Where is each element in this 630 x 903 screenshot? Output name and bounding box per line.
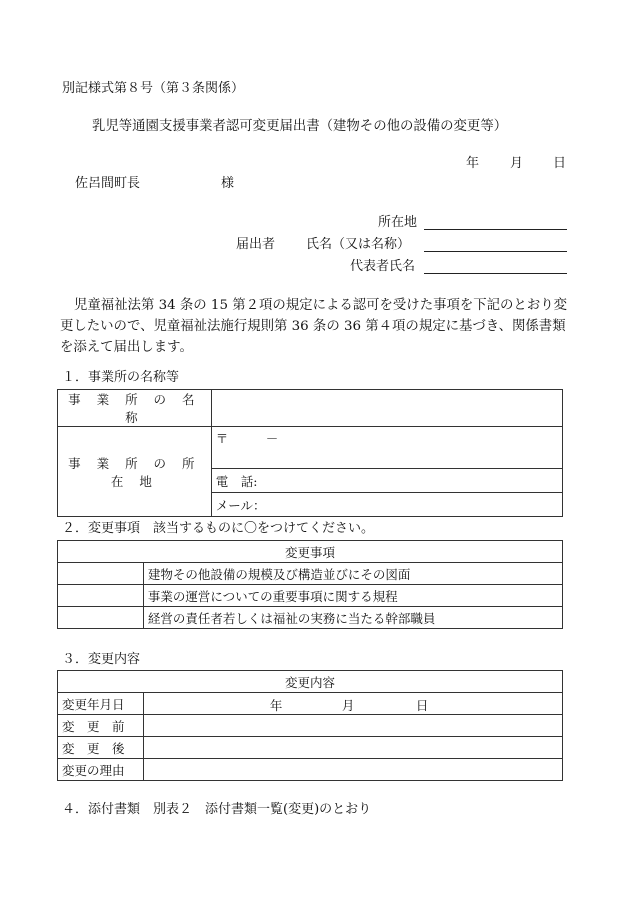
section2-heading: ２．変更事項 該当するものに〇をつけてください。 xyxy=(62,521,375,536)
facility-name-label: 事 業 所 の 名 称 xyxy=(58,390,212,427)
date-day: 日 xyxy=(553,156,567,171)
representative-label: 代表者氏名 xyxy=(350,259,416,274)
change-item-mark-cell[interactable] xyxy=(58,585,144,607)
after-cell[interactable] xyxy=(143,737,562,759)
postal-cell[interactable] xyxy=(211,427,562,469)
body-paragraph: 児童福祉法第 34 条の 15 第２項の規定による認可を受けた事項を下記のとおり変更したいので、児童福祉法施行規則第 36 条の 36 第４項の規定に基づき、関係書類を添えて届出します。 xyxy=(60,298,567,355)
change-date-cell[interactable] xyxy=(143,693,562,715)
addressee: 佐呂間町長 xyxy=(75,176,141,191)
change-content-table xyxy=(57,670,563,781)
postal-code-label: 〒 － xyxy=(215,431,279,446)
phone-label: 電 話: xyxy=(215,473,258,489)
change-date-day: 日 xyxy=(415,698,429,713)
reason-cell[interactable] xyxy=(143,759,562,781)
addressee-suffix: 様 xyxy=(221,176,235,191)
document-title: 乳児等通園支援事業者認可変更届出書（建物その他の設備の変更等） xyxy=(92,119,508,134)
section3-heading: ３．変更内容 xyxy=(62,652,141,667)
before-label: 変 更 前 xyxy=(58,715,144,737)
change-date-year: 年 xyxy=(269,698,283,713)
facility-table xyxy=(57,389,563,517)
facility-address-label: 事 業 所 の 所 在 地 xyxy=(58,427,212,517)
after-label: 変 更 後 xyxy=(58,737,144,759)
form-number: 別記様式第８号（第３条関係） xyxy=(62,81,245,96)
change-item: 経営の責任者若しくは福祉の実務に当たる幹部職員 xyxy=(143,607,562,629)
change-items-header: 変更事項 xyxy=(58,541,563,563)
location-line[interactable] xyxy=(424,215,567,230)
date-year: 年 xyxy=(466,156,480,171)
facility-name-cell[interactable] xyxy=(211,390,562,427)
change-item-mark-cell[interactable] xyxy=(58,607,144,629)
phone-cell[interactable] xyxy=(211,469,562,493)
email-cell[interactable] xyxy=(211,493,562,517)
change-date-label: 変更年月日 xyxy=(58,693,144,715)
date-month: 月 xyxy=(510,156,524,171)
section4-attachments: ４．添付書類 別表２ 添付書類一覧(変更)のとおり xyxy=(62,802,372,817)
change-item: 事業の運営についての重要事項に関する規程 xyxy=(143,585,562,607)
change-content-header: 変更内容 xyxy=(58,671,563,693)
notifier-label: 届出者 xyxy=(236,237,276,252)
name-label: 氏名（又は名称） xyxy=(306,237,411,252)
change-item: 建物その他設備の規模及び構造並びにその図面 xyxy=(143,563,562,585)
section1-heading: １．事業所の名称等 xyxy=(62,370,180,385)
change-items-table xyxy=(57,540,563,629)
before-cell[interactable] xyxy=(143,715,562,737)
reason-label: 変更の理由 xyxy=(58,759,144,781)
email-label: メール： xyxy=(215,497,266,513)
name-line[interactable] xyxy=(424,237,567,252)
change-item-mark-cell[interactable] xyxy=(58,563,144,585)
representative-line[interactable] xyxy=(424,259,567,274)
change-date-month: 月 xyxy=(341,698,355,713)
location-label: 所在地 xyxy=(378,215,418,230)
